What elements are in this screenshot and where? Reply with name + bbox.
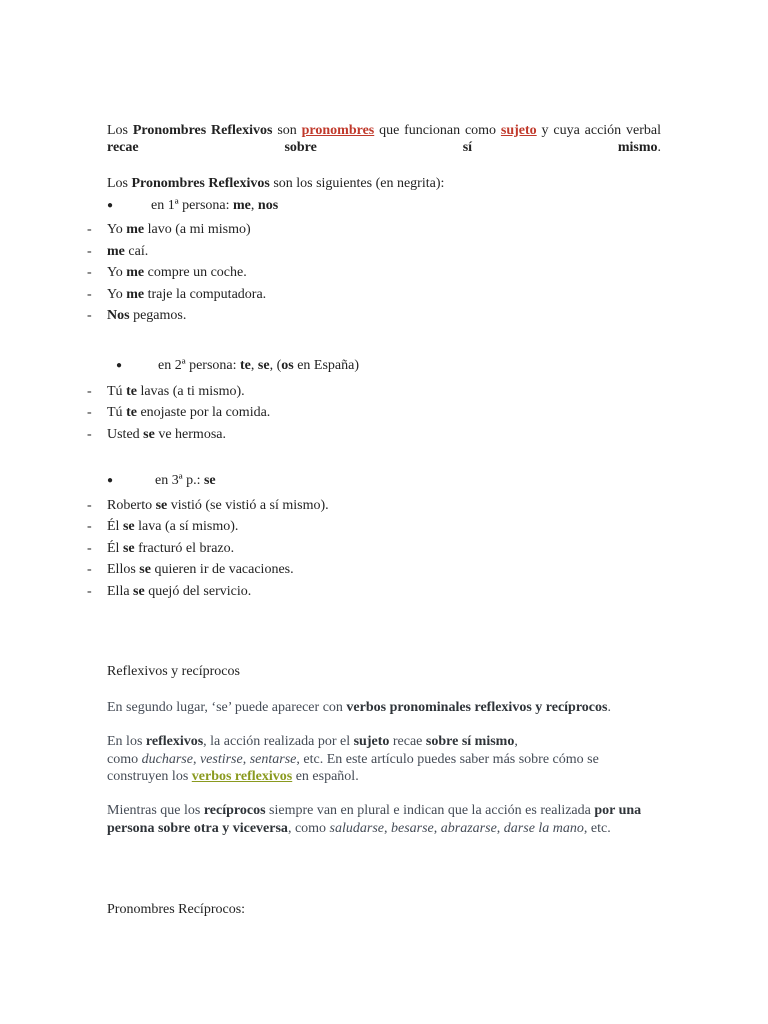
term-bold: te: [240, 358, 251, 373]
term-bold: se: [155, 498, 168, 513]
dash-marker: -: [87, 308, 92, 323]
term-bold: te: [126, 384, 137, 399]
text: Tú: [107, 405, 123, 420]
text: Tú: [107, 384, 123, 399]
term-bold: me: [126, 265, 145, 280]
text: , etc.: [583, 820, 611, 836]
list-item: [87, 221, 251, 238]
list-item: [87, 518, 238, 535]
text: lavo (a mi mismo): [147, 222, 251, 237]
list-item: [87, 243, 148, 260]
text: Él: [107, 541, 120, 556]
dash-marker: -: [87, 222, 92, 237]
dash-marker: -: [87, 384, 92, 399]
bullet-first-person: [107, 197, 278, 214]
term-bold: recae: [107, 140, 139, 155]
bullet-icon: ●: [116, 360, 123, 371]
term-bold: se: [139, 562, 151, 577]
term-bold: os: [281, 358, 294, 373]
link-verbos-reflexivos[interactable]: verbos reflexivos: [191, 769, 293, 784]
term-bold: mismo: [617, 140, 658, 155]
section-title-reflexivos-reciprocos: Reflexivos y recíprocos: [107, 664, 240, 679]
example-italic: besarse: [391, 820, 434, 836]
text: Yo: [107, 222, 123, 237]
list-item: [87, 286, 266, 303]
text: Ellos: [107, 562, 136, 577]
text: Usted: [107, 427, 140, 442]
list-item: [87, 307, 186, 324]
section2-paragraph-1: [107, 699, 667, 717]
term-bold: me: [233, 198, 251, 213]
term-bold: sobre: [284, 140, 317, 155]
dash-marker: -: [87, 562, 92, 577]
text: ,: [250, 358, 255, 373]
example-italic: darse la mano: [503, 820, 584, 836]
example-italic: abrazarse: [440, 820, 497, 836]
list-item: [87, 383, 245, 400]
text: pegamos.: [133, 308, 187, 323]
example-italic: ducharse: [141, 751, 193, 767]
term-bold: verbos pronominales reflexivos y recíprocos: [346, 700, 608, 715]
list-item: [87, 497, 329, 514]
text: traje la computadora.: [147, 287, 267, 302]
section-title-pronombres-reciprocos: Pronombres Recíprocos:: [107, 902, 246, 917]
text: .: [657, 140, 662, 155]
list-item: [87, 540, 234, 557]
text: vistió (se vistió a sí mismo).: [170, 498, 329, 513]
text: en España): [297, 358, 360, 373]
list-item: [87, 264, 247, 281]
text: lava (a sí mismo).: [138, 519, 239, 534]
term-bold: Pronombres Reflexivos: [132, 123, 273, 138]
text: Yo: [107, 287, 123, 302]
text: en 2ª persona:: [158, 358, 237, 373]
term-bold: nos: [257, 198, 279, 213]
text: fracturó el brazo.: [138, 541, 235, 556]
term-bold: sí: [462, 140, 473, 155]
text: ,: [384, 820, 388, 836]
text: Él: [107, 519, 120, 534]
text: Los: [107, 176, 128, 191]
text: y cuya acción verbal: [541, 123, 661, 138]
text: como: [107, 751, 139, 767]
term-bold: se: [257, 358, 270, 373]
text: En segundo lugar, ‘se’ puede aparecer con: [107, 700, 343, 715]
bullet-icon: ●: [107, 200, 114, 211]
list-item: [87, 561, 294, 578]
term-bold: se: [133, 584, 145, 599]
intro-paragraph: [107, 122, 661, 156]
text: ,: [192, 751, 197, 767]
text: quieren ir de vacaciones.: [154, 562, 294, 577]
text: son los siguientes (en negrita):: [273, 176, 445, 191]
text: enojaste por la comida.: [140, 405, 271, 420]
dash-marker: -: [87, 265, 92, 280]
text: , la acción realizada por el: [203, 734, 351, 749]
term-bold: te: [126, 405, 137, 420]
text: En los: [107, 734, 143, 749]
text: ,: [242, 751, 247, 767]
term-bold: me: [126, 287, 145, 302]
link-pronombres[interactable]: pronombres: [301, 123, 375, 138]
example-italic: vestirse: [199, 751, 243, 767]
bullet-third-person: [107, 472, 216, 489]
dash-marker: -: [87, 244, 92, 259]
term-bold: por una persona sobre otra y viceversa: [107, 803, 642, 836]
term-bold: Nos: [107, 308, 130, 323]
text: ve hermosa.: [158, 427, 226, 442]
text: son: [277, 123, 297, 138]
text: ,: [433, 820, 438, 836]
section2-paragraph-2: [107, 733, 657, 786]
section2-paragraph-3: [107, 802, 659, 837]
term-bold: se: [122, 541, 135, 556]
term-bold: reflexivos: [145, 734, 204, 749]
text: , etc. En este artículo puedes saber más sobre cómo se construyen los: [107, 751, 599, 784]
link-sujeto[interactable]: sujeto: [500, 123, 537, 138]
text: , como: [287, 820, 327, 836]
text: compre un coche.: [147, 265, 247, 280]
text: ,: [496, 820, 501, 836]
text: caí.: [128, 244, 149, 259]
bullet-second-person: [116, 357, 359, 374]
text: .: [607, 700, 611, 715]
text: lavas (a ti mismo).: [140, 384, 245, 399]
bullet-icon: ●: [107, 475, 114, 486]
list-item: [87, 404, 270, 421]
text: ,: [250, 198, 255, 213]
term-bold: se: [143, 427, 155, 442]
term-bold: recíprocos: [203, 803, 266, 818]
text: en 1ª persona:: [151, 198, 230, 213]
list-item: [87, 583, 251, 600]
term-bold: sobre sí mismo: [425, 734, 515, 749]
term-bold: se: [203, 473, 216, 488]
term-bold: me: [107, 244, 125, 259]
dash-marker: -: [87, 498, 92, 513]
text: en español.: [295, 769, 359, 784]
dash-marker: -: [87, 541, 92, 556]
term-bold: se: [122, 519, 135, 534]
dash-marker: -: [87, 405, 92, 420]
example-italic: sentarse: [249, 751, 297, 767]
text: recae: [392, 734, 423, 749]
list-intro: [107, 175, 661, 192]
dash-marker: -: [87, 427, 92, 442]
dash-marker: -: [87, 584, 92, 599]
dash-marker: -: [87, 519, 92, 534]
text: ,: [514, 734, 518, 749]
text: Mientras que los: [107, 803, 201, 818]
text: Yo: [107, 265, 123, 280]
term-bold: Pronombres Reflexivos: [131, 176, 270, 191]
text: quejó del servicio.: [148, 584, 252, 599]
term-bold: me: [126, 222, 145, 237]
text: siempre van en plural e indican que la acción es realizada: [269, 803, 591, 818]
text: Ella: [107, 584, 130, 599]
term-bold: sujeto: [353, 734, 390, 749]
text: Roberto: [107, 498, 153, 513]
dash-marker: -: [87, 287, 92, 302]
text: Los: [107, 123, 128, 138]
list-item: [87, 426, 226, 443]
text: en 3ª p.:: [155, 473, 201, 488]
text: , (: [269, 358, 282, 373]
text: que funcionan como: [379, 123, 497, 138]
example-italic: saludarse: [329, 820, 384, 836]
